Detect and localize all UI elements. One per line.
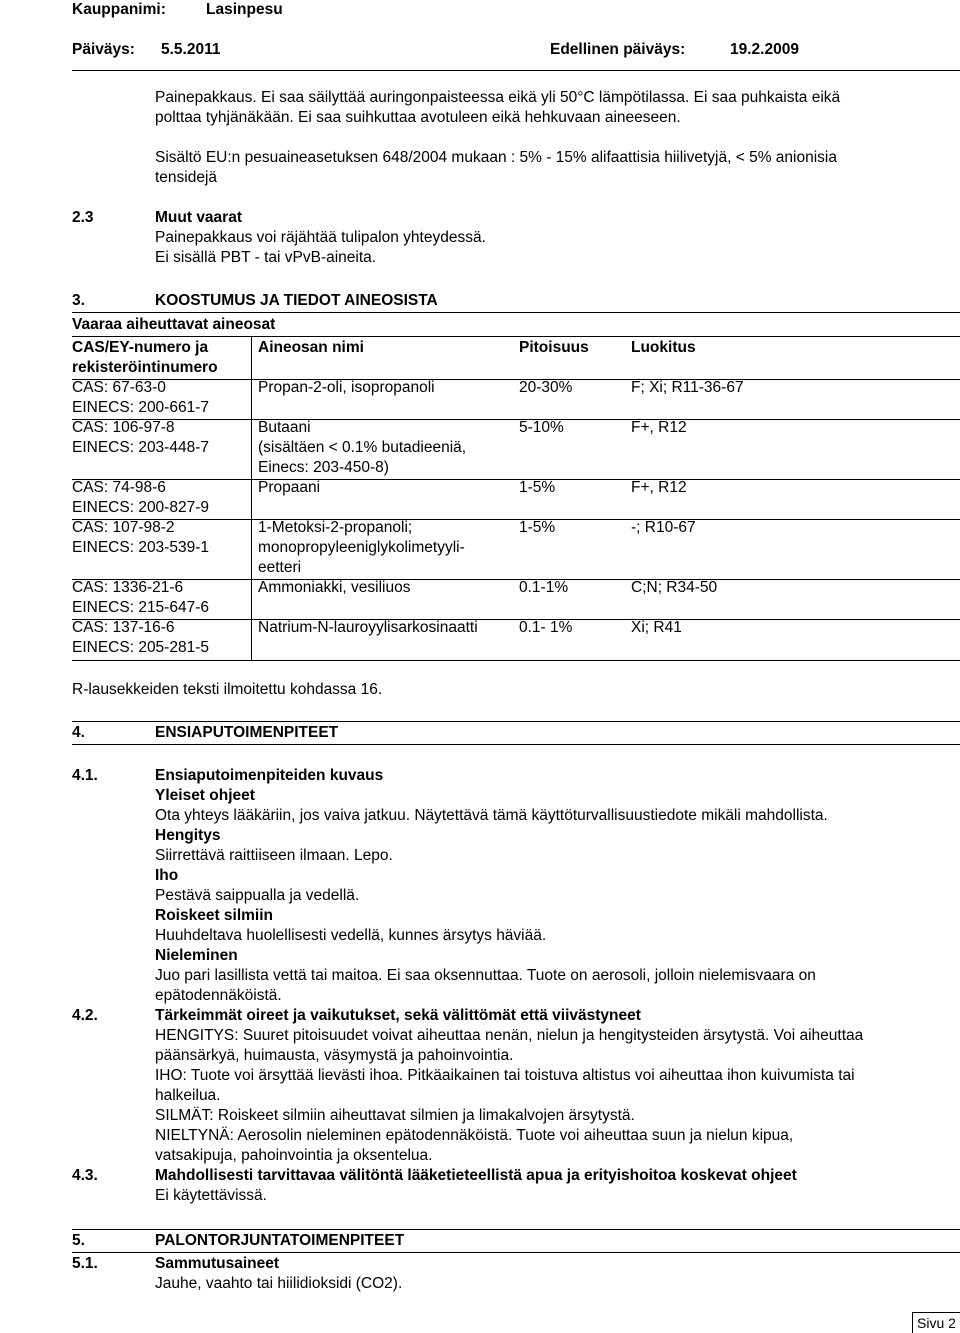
symptoms-text: NIELTYNÄ: Aerosolin nieleminen epätodennäköistä. Tuote voi aiheuttaa suun ja nielun kipua,	[155, 1127, 794, 1144]
medical-advice-text: Ei käytettävissä.	[155, 1187, 267, 1204]
previous-date-label: Edellinen päiväys:	[550, 41, 686, 58]
einecs-number: EINECS: 205-281-5	[72, 639, 209, 656]
subsection-title: Ensiaputoimenpiteiden kuvaus	[155, 767, 384, 784]
subsection-title: Sammutusaineet	[155, 1255, 280, 1272]
row-divider	[72, 519, 960, 520]
subsection-number: 4.2.	[72, 1007, 98, 1024]
page-number: Sivu 2	[917, 1315, 956, 1331]
ingredient-name: Ammoniakki, vesiliuos	[258, 579, 411, 596]
subsection-number: 4.3.	[72, 1167, 98, 1184]
cas-number: CAS: 107-98-2	[72, 519, 175, 536]
section-title: PALONTORJUNTATOIMENPITEET	[155, 1232, 405, 1249]
concentration: 0.1- 1%	[519, 619, 573, 636]
section-title: KOOSTUMUS JA TIEDOT AINEOSISTA	[155, 292, 438, 309]
section-rule	[72, 721, 960, 722]
r-phrases-note: R-lausekkeiden teksti ilmoitettu kohdassa 16.	[72, 681, 383, 698]
ingredient-name: Natrium-N-lauroyylisarkosinaatti	[258, 619, 478, 636]
concentration: 0.1-1%	[519, 579, 569, 596]
skin-text: Pestävä saippualla ja vedellä.	[155, 887, 360, 904]
ingredient-name-line3: Einecs: 203-450-8)	[258, 459, 389, 476]
cas-number: CAS: 1336-21-6	[72, 579, 184, 596]
page-number-box	[912, 1312, 960, 1333]
section-rule	[72, 744, 960, 745]
row-divider	[72, 619, 960, 620]
table-caption: Vaaraa aiheuttavat aineosat	[72, 316, 276, 333]
einecs-number: EINECS: 203-539-1	[72, 539, 209, 556]
section-title: Muut vaarat	[155, 209, 242, 226]
previous-date-value: 19.2.2009	[730, 41, 799, 58]
ingestion-text-line2: epätodennäköistä.	[155, 987, 282, 1004]
classification: F+, R12	[631, 479, 687, 496]
row-divider	[72, 419, 960, 420]
ingredient-name: 1-Metoksi-2-propanoli;	[258, 519, 413, 536]
symptoms-text: päänsärkyä, huimausta, väsymystä ja pahoinvointia.	[155, 1047, 514, 1064]
classification: -; R10-67	[631, 519, 696, 536]
section-title: ENSIAPUTOIMENPITEET	[155, 724, 339, 741]
column-header-classification: Luokitus	[631, 339, 696, 356]
classification: F+, R12	[631, 419, 687, 436]
cas-number: CAS: 67-63-0	[72, 379, 166, 396]
section-rule	[72, 1229, 960, 1230]
ingredient-name: Propaani	[258, 479, 321, 496]
classification: C;N; R34-50	[631, 579, 718, 596]
classification: Xi; R41	[631, 619, 682, 636]
ingredient-name-line2: (sisältäen < 0.1% butadieeniä,	[258, 439, 467, 456]
trade-name-value: Lasinpesu	[206, 1, 283, 18]
ingestion-text: Juo pari lasillista vettä tai maitoa. Ei saa oksennuttaa. Tuote on aerosoli, jolloin nielemisvaara on	[155, 967, 816, 984]
subsection-number: 4.1.	[72, 767, 98, 784]
header-rule	[72, 70, 960, 71]
symptoms-text: SILMÄT: Roiskeet silmiin aiheuttavat silmien ja limakalvojen ärsytystä.	[155, 1107, 635, 1124]
section-text-line: Ei sisällä PBT - tai vPvB-aineita.	[155, 249, 377, 266]
row-divider	[72, 379, 960, 380]
concentration: 1-5%	[519, 519, 556, 536]
cas-number: CAS: 74-98-6	[72, 479, 166, 496]
column-header-name: Aineosan nimi	[258, 339, 364, 356]
intro-line-3: Sisältö EU:n pesuaineasetuksen 648/2004 mukaan : 5% - 15% alifaattisia hiilivetyjä, < 5% anionisia	[155, 149, 837, 166]
trade-name-label: Kauppanimi:	[72, 1, 166, 18]
symptoms-text: halkeilua.	[155, 1087, 221, 1104]
concentration: 20-30%	[519, 379, 573, 396]
subsection-number: 5.1.	[72, 1255, 98, 1272]
classification: F; Xi; R11-36-67	[631, 379, 744, 396]
subsection-title: Mahdollisesti tarvittavaa välitöntä lääketieteellistä apua ja erityishoitoa koskevat ohjeet	[155, 1167, 797, 1184]
ingredient-name-line2: monopropyleeniglykolimetyyli-	[258, 539, 465, 556]
section-text-line: Painepakkaus voi räjähtää tulipalon yhteydessä.	[155, 229, 486, 246]
section-rule	[72, 312, 960, 313]
symptoms-text: IHO: Tuote voi ärsyttää lievästi ihoa. Pitkäaikainen tai toistuva altistus voi aiheuttaa ihon kuivumista tai	[155, 1067, 855, 1084]
intro-line-2: polttaa tyhjänäkään. Ei saa suihkuttaa avotuleen eikä hehkuvaan aineeseen.	[155, 109, 681, 126]
general-text: Ota yhteys lääkäriin, jos vaiva jatkuu. Näytettävä tämä käyttöturvallisuustiedote mikäli mahdollista.	[155, 807, 828, 824]
column-header-cas: CAS/EY-numero ja	[72, 339, 209, 356]
section-number: 5.	[72, 1232, 85, 1249]
section-number: 2.3	[72, 209, 94, 226]
eyes-text: Huuhdeltava huolellisesti vedellä, kunnes ärsytys häviää.	[155, 927, 547, 944]
skin-heading: Iho	[155, 867, 179, 884]
ingredient-name-line3: eetteri	[258, 559, 302, 576]
date-value: 5.5.2011	[161, 41, 221, 58]
table-column-divider	[251, 336, 252, 660]
ingredient-name: Propan-2-oli, isopropanoli	[258, 379, 435, 396]
date-label: Päiväys:	[72, 41, 135, 58]
cas-number: CAS: 106-97-8	[72, 419, 175, 436]
symptoms-text: vatsakipuja, pahoinvointia ja oksentelua.	[155, 1147, 433, 1164]
concentration: 1-5%	[519, 479, 556, 496]
table-top-rule	[72, 336, 960, 337]
symptoms-text: HENGITYS: Suuret pitoisuudet voivat aiheuttaa nenän, nielun ja hengitysteiden ärsytystä. Voi aiheuttaa	[155, 1027, 864, 1044]
general-heading: Yleiset ohjeet	[155, 787, 255, 804]
table-bottom-rule	[72, 660, 960, 661]
inhalation-heading: Hengitys	[155, 827, 221, 844]
subsection-title: Tärkeimmät oireet ja vaikutukset, sekä välittömät että viivästyneet	[155, 1007, 641, 1024]
section-rule	[72, 1252, 960, 1253]
einecs-number: EINECS: 200-661-7	[72, 399, 209, 416]
einecs-number: EINECS: 200-827-9	[72, 499, 209, 516]
section-number: 4.	[72, 724, 85, 741]
column-header-content: Pitoisuus	[519, 339, 589, 356]
row-divider	[72, 579, 960, 580]
extinguishing-media-text: Jauhe, vaahto tai hiilidioksidi (CO2).	[155, 1275, 403, 1292]
ingestion-heading: Nieleminen	[155, 947, 238, 964]
row-divider	[72, 479, 960, 480]
section-number: 3.	[72, 292, 85, 309]
intro-line-1: Painepakkaus. Ei saa säilyttää auringonpaisteessa eikä yli 50°C lämpötilassa. Ei saa puhkaista eikä	[155, 89, 841, 106]
ingredient-name: Butaani	[258, 419, 311, 436]
eyes-heading: Roiskeet silmiin	[155, 907, 274, 924]
column-header-cas-line2: rekisteröintinumero	[72, 359, 218, 376]
einecs-number: EINECS: 203-448-7	[72, 439, 209, 456]
cas-number: CAS: 137-16-6	[72, 619, 175, 636]
concentration: 5-10%	[519, 419, 564, 436]
inhalation-text: Siirrettävä raittiiseen ilmaan. Lepo.	[155, 847, 393, 864]
einecs-number: EINECS: 215-647-6	[72, 599, 209, 616]
intro-line-4: tensidejä	[155, 169, 218, 186]
